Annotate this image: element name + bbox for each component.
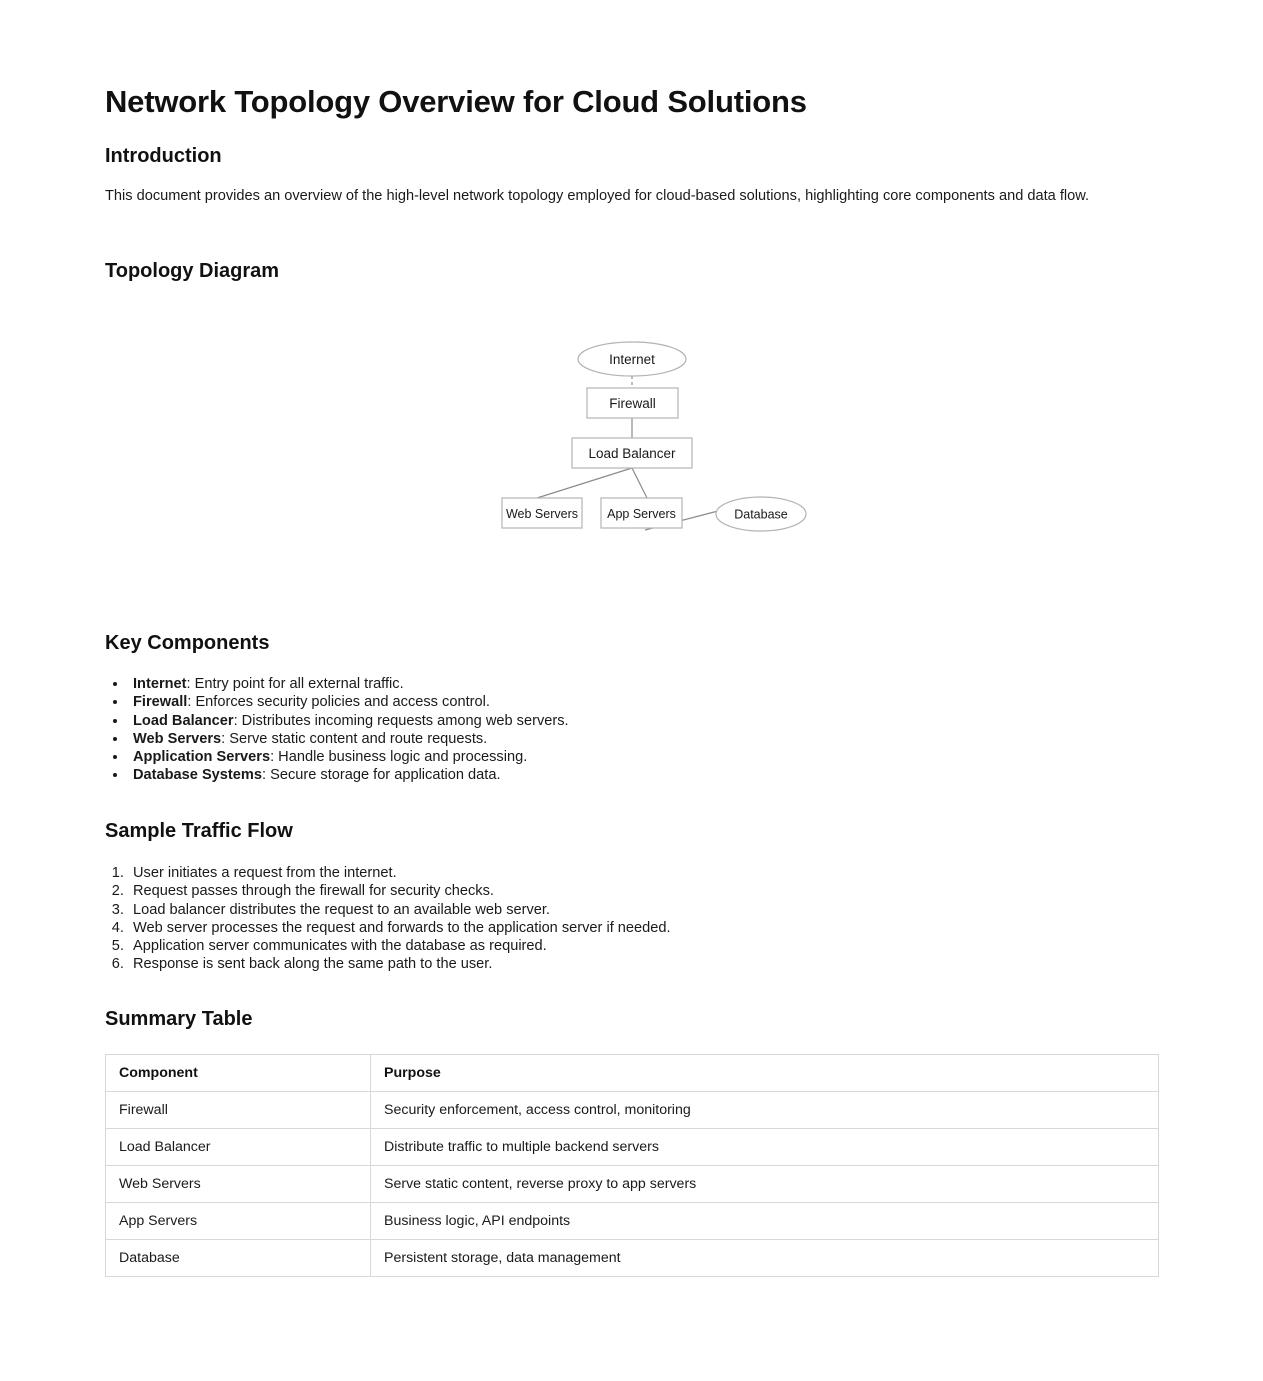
introduction-paragraph: This document provides an overview of the high-level network topology employed for cloud-based solutions, highlighting core components and data flow. xyxy=(105,188,1090,204)
cell-purpose: Business logic, API endpoints xyxy=(371,1203,1159,1240)
table-row xyxy=(106,1129,1159,1166)
list-item: 3. Load balancer distributes the request to an available web server. xyxy=(128,901,671,919)
cell-component: Web Servers xyxy=(106,1166,371,1203)
cell-purpose: Distribute traffic to multiple backend servers xyxy=(371,1129,1159,1166)
summary-table xyxy=(105,1054,1159,1277)
node-firewall xyxy=(587,388,678,418)
edge-loadbalancer-webservers xyxy=(537,468,632,498)
section-heading-key-components: Key Components xyxy=(105,632,270,654)
load-balancer-node-label: Load Balancer xyxy=(588,446,676,461)
key-component-term: Load Balancer xyxy=(133,712,234,729)
cell-component: Database xyxy=(106,1240,371,1277)
table-row xyxy=(106,1092,1159,1129)
section-heading-introduction: Introduction xyxy=(105,145,222,167)
key-component-description: : Serve static content and route requests. xyxy=(221,730,488,747)
node-database xyxy=(716,497,806,531)
traffic-flow-list xyxy=(105,864,671,974)
cell-component: App Servers xyxy=(106,1203,371,1240)
database-node-label: Database xyxy=(734,507,788,522)
column-header-purpose: Purpose xyxy=(371,1055,1159,1092)
column-header-component: Component xyxy=(106,1055,371,1092)
list-item: 1. User initiates a request from the internet. xyxy=(128,864,671,882)
list-item xyxy=(128,730,569,748)
web-servers-node-label: Web Servers xyxy=(505,507,579,521)
firewall-node-label: Firewall xyxy=(609,396,656,411)
list-item xyxy=(128,712,569,730)
topology-diagram xyxy=(105,300,1158,600)
list-item xyxy=(128,766,569,784)
node-app-servers xyxy=(601,498,682,528)
key-component-term: Application Servers xyxy=(133,749,271,766)
node-internet xyxy=(578,342,686,376)
page-title: Network Topology Overview for Cloud Solutions xyxy=(105,84,807,119)
cell-purpose: Persistent storage, data management xyxy=(371,1240,1159,1277)
key-component-term: Web Servers xyxy=(133,730,222,747)
node-load-balancer xyxy=(572,438,692,468)
summary-table-body xyxy=(106,1092,1159,1277)
table-row xyxy=(106,1166,1159,1203)
list-item: 4. Web server processes the request and forwards to the application server if needed. xyxy=(128,919,671,937)
key-components-list xyxy=(105,675,569,785)
section-heading-topology-diagram: Topology Diagram xyxy=(105,260,280,282)
cell-component: Load Balancer xyxy=(106,1129,371,1166)
cell-component: Firewall xyxy=(106,1092,371,1129)
key-component-description: : Entry point for all external traffic. xyxy=(186,676,404,692)
list-item: 2. Request passes through the firewall for security checks. xyxy=(128,882,671,900)
table-row xyxy=(106,1240,1159,1277)
key-component-description: : Secure storage for application data. xyxy=(262,767,501,784)
summary-table-head xyxy=(106,1055,1159,1092)
app-servers-node-label: App Servers xyxy=(607,507,676,521)
list-item: 6. Response is sent back along the same path to the user. xyxy=(128,955,671,973)
list-item: 5. Application server communicates with the database as required. xyxy=(128,937,671,955)
topology-diagram-svg xyxy=(105,300,1158,600)
edge-loadbalancer-appservers xyxy=(632,468,647,498)
key-component-description: : Handle business logic and processing. xyxy=(270,749,528,766)
key-component-term: Internet xyxy=(133,676,187,692)
key-component-description: : Distributes incoming requests among web servers. xyxy=(233,712,569,729)
section-heading-sample-traffic-flow: Sample Traffic Flow xyxy=(105,820,293,842)
key-component-term: Firewall xyxy=(133,694,188,711)
cell-purpose: Serve static content, reverse proxy to app servers xyxy=(371,1166,1159,1203)
list-item xyxy=(128,748,569,766)
internet-node-label: Internet xyxy=(609,352,655,367)
table-row xyxy=(106,1203,1159,1240)
list-item xyxy=(128,675,569,693)
list-item xyxy=(128,693,569,711)
node-web-servers xyxy=(502,498,582,528)
cell-purpose: Security enforcement, access control, monitoring xyxy=(371,1092,1159,1129)
key-component-description: : Enforces security policies and access control. xyxy=(187,694,490,711)
section-heading-summary-table: Summary Table xyxy=(105,1008,253,1030)
key-component-term: Database Systems xyxy=(133,767,262,784)
table-header-row xyxy=(106,1055,1159,1092)
